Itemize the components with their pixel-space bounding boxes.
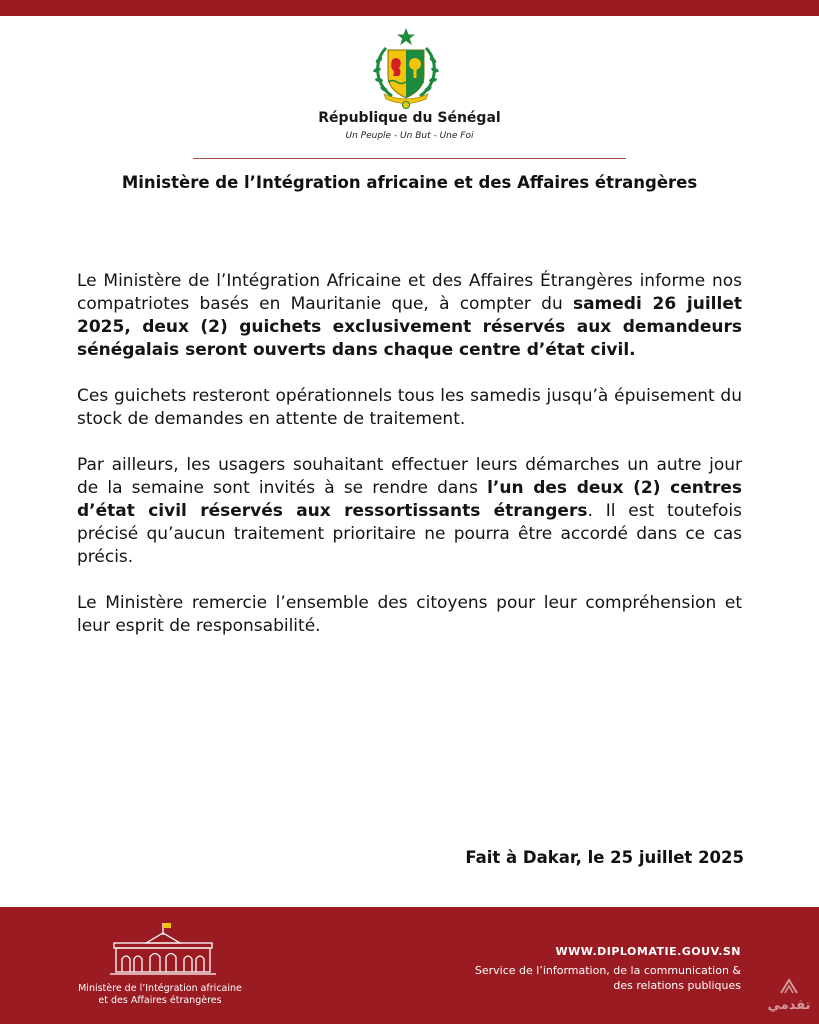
paragraph-1-bold: samedi 26 juillet 2025, deux (2) guichets exclusivement réservés aux demandeurs sénégalais seront ouverts dans chaque centre d’état civil. [77, 294, 742, 360]
communique-body [77, 270, 742, 661]
footer-ministry-line-2: et des Affaires étrangères [98, 995, 222, 1006]
ministry-building-icon [106, 921, 220, 977]
paragraph-3 [77, 454, 742, 569]
paragraph-2: Ces guichets resteront opérationnels tous les samedis jusqu’à épuisement du stock de demandes en attente de traitement. [77, 386, 742, 429]
paragraph-3-bold: l’un des deux (2) centres d’état civil réservés aux ressortissants étrangers [77, 478, 742, 521]
coat-of-arms-icon [368, 26, 444, 110]
national-motto: Un Peuple - Un But - Une Foi [345, 131, 474, 141]
website-link[interactable]: WWW.DIPLOMATIE.GOUV.SN [555, 945, 741, 958]
service-line-2: des relations publiques [613, 979, 741, 992]
watermark-mark-icon [779, 978, 799, 994]
footer-ministry-line-1: Ministère de l’Intégration africaine [78, 983, 242, 994]
paragraph-4: Le Ministère remercie l’ensemble des citoyens pour leur compréhension et leur esprit de responsabilité. [77, 593, 742, 636]
signature-line: Fait à Dakar, le 25 juillet 2025 [465, 848, 744, 867]
paragraph-3-text-b: . Il est toutefois précisé qu’aucun traitement prioritaire ne pourra être accordé dans ce cas précis. [77, 501, 742, 567]
republic-name: République du Sénégal [318, 110, 501, 126]
paragraph-1-text: Le Ministère de l’Intégration Africaine et des Affaires Étrangères informe nos compatriotes basés en Mauritanie que, à compter du [77, 271, 742, 314]
ministry-title: Ministère de l’Intégration africaine et des Affaires étrangères [121, 173, 698, 192]
watermark-text: تقدمي [767, 998, 811, 1013]
header-divider [193, 158, 626, 159]
footer-ministry-name [60, 983, 260, 1007]
paragraph-1 [77, 270, 742, 362]
footer [0, 907, 819, 1024]
paragraph-3-text-a: Par ailleurs, les usagers souhaitant effectuer leurs démarches un autre jour de la semaine sont invités à se rendre dans [77, 455, 742, 498]
top-band [0, 0, 819, 16]
watermark-logo [767, 978, 811, 1018]
service-line-1: Service de l’information, de la communication & [474, 964, 741, 977]
service-name [421, 963, 741, 993]
